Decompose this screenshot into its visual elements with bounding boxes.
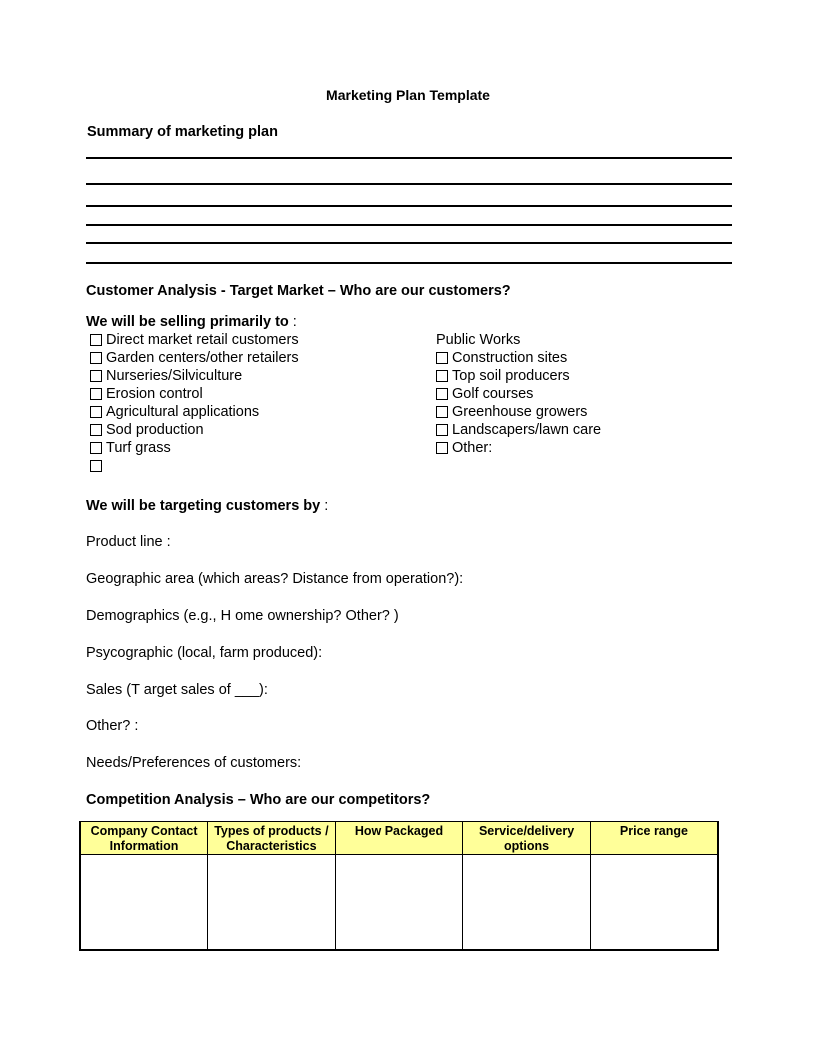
checkbox-icon[interactable]: [436, 442, 448, 454]
targeting-label: We will be targeting customers by: [86, 498, 321, 514]
option-garden-centers[interactable]: [90, 349, 299, 367]
option-nurseries[interactable]: [90, 367, 299, 385]
targeting-product-line: Product line :: [86, 534, 171, 550]
summary-line-3[interactable]: [86, 205, 732, 207]
summary-heading: Summary of marketing plan: [87, 124, 278, 140]
option-label: Construction sites: [452, 350, 568, 366]
checkbox-icon[interactable]: [436, 352, 448, 364]
option-label: Other:: [452, 440, 493, 456]
option-top-soil[interactable]: [436, 367, 601, 385]
option-label: Garden centers/other retailers: [106, 350, 299, 366]
option-turf-grass[interactable]: [90, 439, 299, 457]
option-erosion-control[interactable]: [90, 385, 299, 403]
summary-line-6[interactable]: [86, 262, 732, 264]
column-header-price: Price range: [590, 822, 718, 855]
checkbox-icon[interactable]: [90, 406, 102, 418]
option-label: Nurseries/Silviculture: [106, 368, 243, 384]
selling-primarily-heading: [86, 314, 297, 330]
targeting-other: Other? :: [86, 718, 139, 734]
option-label: Landscapers/lawn care: [452, 422, 602, 438]
option-agricultural[interactable]: [90, 403, 299, 421]
option-direct-market[interactable]: [90, 331, 299, 349]
left-options-list: [90, 331, 299, 475]
targeting-demographics: Demographics (e.g., H ome ownership? Other? ): [86, 608, 399, 624]
option-label: Direct market retail customers: [106, 332, 299, 348]
competition-table: [79, 821, 719, 951]
targeting-colon: :: [320, 498, 329, 514]
option-other[interactable]: [436, 439, 601, 457]
column-header-service: Service/delivery options: [463, 822, 591, 855]
option-label: Golf courses: [452, 386, 534, 402]
checkbox-icon[interactable]: [90, 370, 102, 382]
table-row: [80, 855, 718, 951]
table-cell-products[interactable]: [208, 855, 336, 951]
table-cell-service[interactable]: [463, 855, 591, 951]
option-label: Turf grass: [106, 440, 171, 456]
checkbox-icon[interactable]: [436, 406, 448, 418]
page-title: Marketing Plan Template: [326, 87, 490, 103]
targeting-geographic-area: Geographic area (which areas? Distance from operation?):: [86, 571, 464, 587]
customer-analysis-heading: Customer Analysis - Target Market – Who are our customers?: [86, 283, 511, 299]
column-header-products: Types of products / Characteristics: [208, 822, 336, 855]
checkbox-icon[interactable]: [90, 442, 102, 454]
checkbox-icon[interactable]: [436, 388, 448, 400]
selling-primarily-colon: :: [288, 314, 297, 330]
option-sod-production[interactable]: [90, 421, 299, 439]
column-header-packaged: How Packaged: [335, 822, 463, 855]
summary-line-4[interactable]: [86, 224, 732, 226]
public-works-label: Public Works: [436, 332, 521, 348]
checkbox-icon[interactable]: [90, 388, 102, 400]
checkbox-icon[interactable]: [436, 424, 448, 436]
option-golf-courses[interactable]: [436, 385, 601, 403]
checkbox-icon[interactable]: [90, 334, 102, 346]
option-label: Greenhouse growers: [452, 404, 588, 420]
targeting-needs-preferences: Needs/Preferences of customers:: [86, 755, 302, 771]
selling-primarily-label: We will be selling primarily to: [86, 314, 289, 330]
summary-line-5[interactable]: [86, 242, 732, 244]
option-greenhouse[interactable]: [436, 403, 601, 421]
option-label: Top soil producers: [452, 368, 570, 384]
summary-line-1[interactable]: [86, 157, 732, 159]
checkbox-icon[interactable]: [90, 424, 102, 436]
competition-heading: Competition Analysis – Who are our competitors?: [86, 792, 431, 808]
summary-line-2[interactable]: [86, 183, 732, 185]
option-landscapers[interactable]: [436, 421, 601, 439]
option-label: Agricultural applications: [106, 404, 260, 420]
right-options-list: [436, 331, 601, 457]
option-blank[interactable]: [90, 457, 299, 475]
table-cell-price[interactable]: [590, 855, 718, 951]
table-cell-company[interactable]: [80, 855, 208, 951]
option-construction-sites[interactable]: [436, 349, 601, 367]
option-label: Sod production: [106, 422, 204, 438]
checkbox-icon[interactable]: [90, 460, 102, 472]
table-cell-packaged[interactable]: [335, 855, 463, 951]
column-header-company: Company Contact Information: [80, 822, 208, 855]
targeting-heading: [86, 498, 328, 514]
checkbox-icon[interactable]: [436, 370, 448, 382]
checkbox-icon[interactable]: [90, 352, 102, 364]
option-label: Erosion control: [106, 386, 203, 402]
targeting-sales: Sales (T arget sales of ___):: [86, 682, 268, 698]
competition-header-row: [80, 822, 718, 855]
targeting-psycographic: Psycographic (local, farm produced):: [86, 645, 323, 661]
